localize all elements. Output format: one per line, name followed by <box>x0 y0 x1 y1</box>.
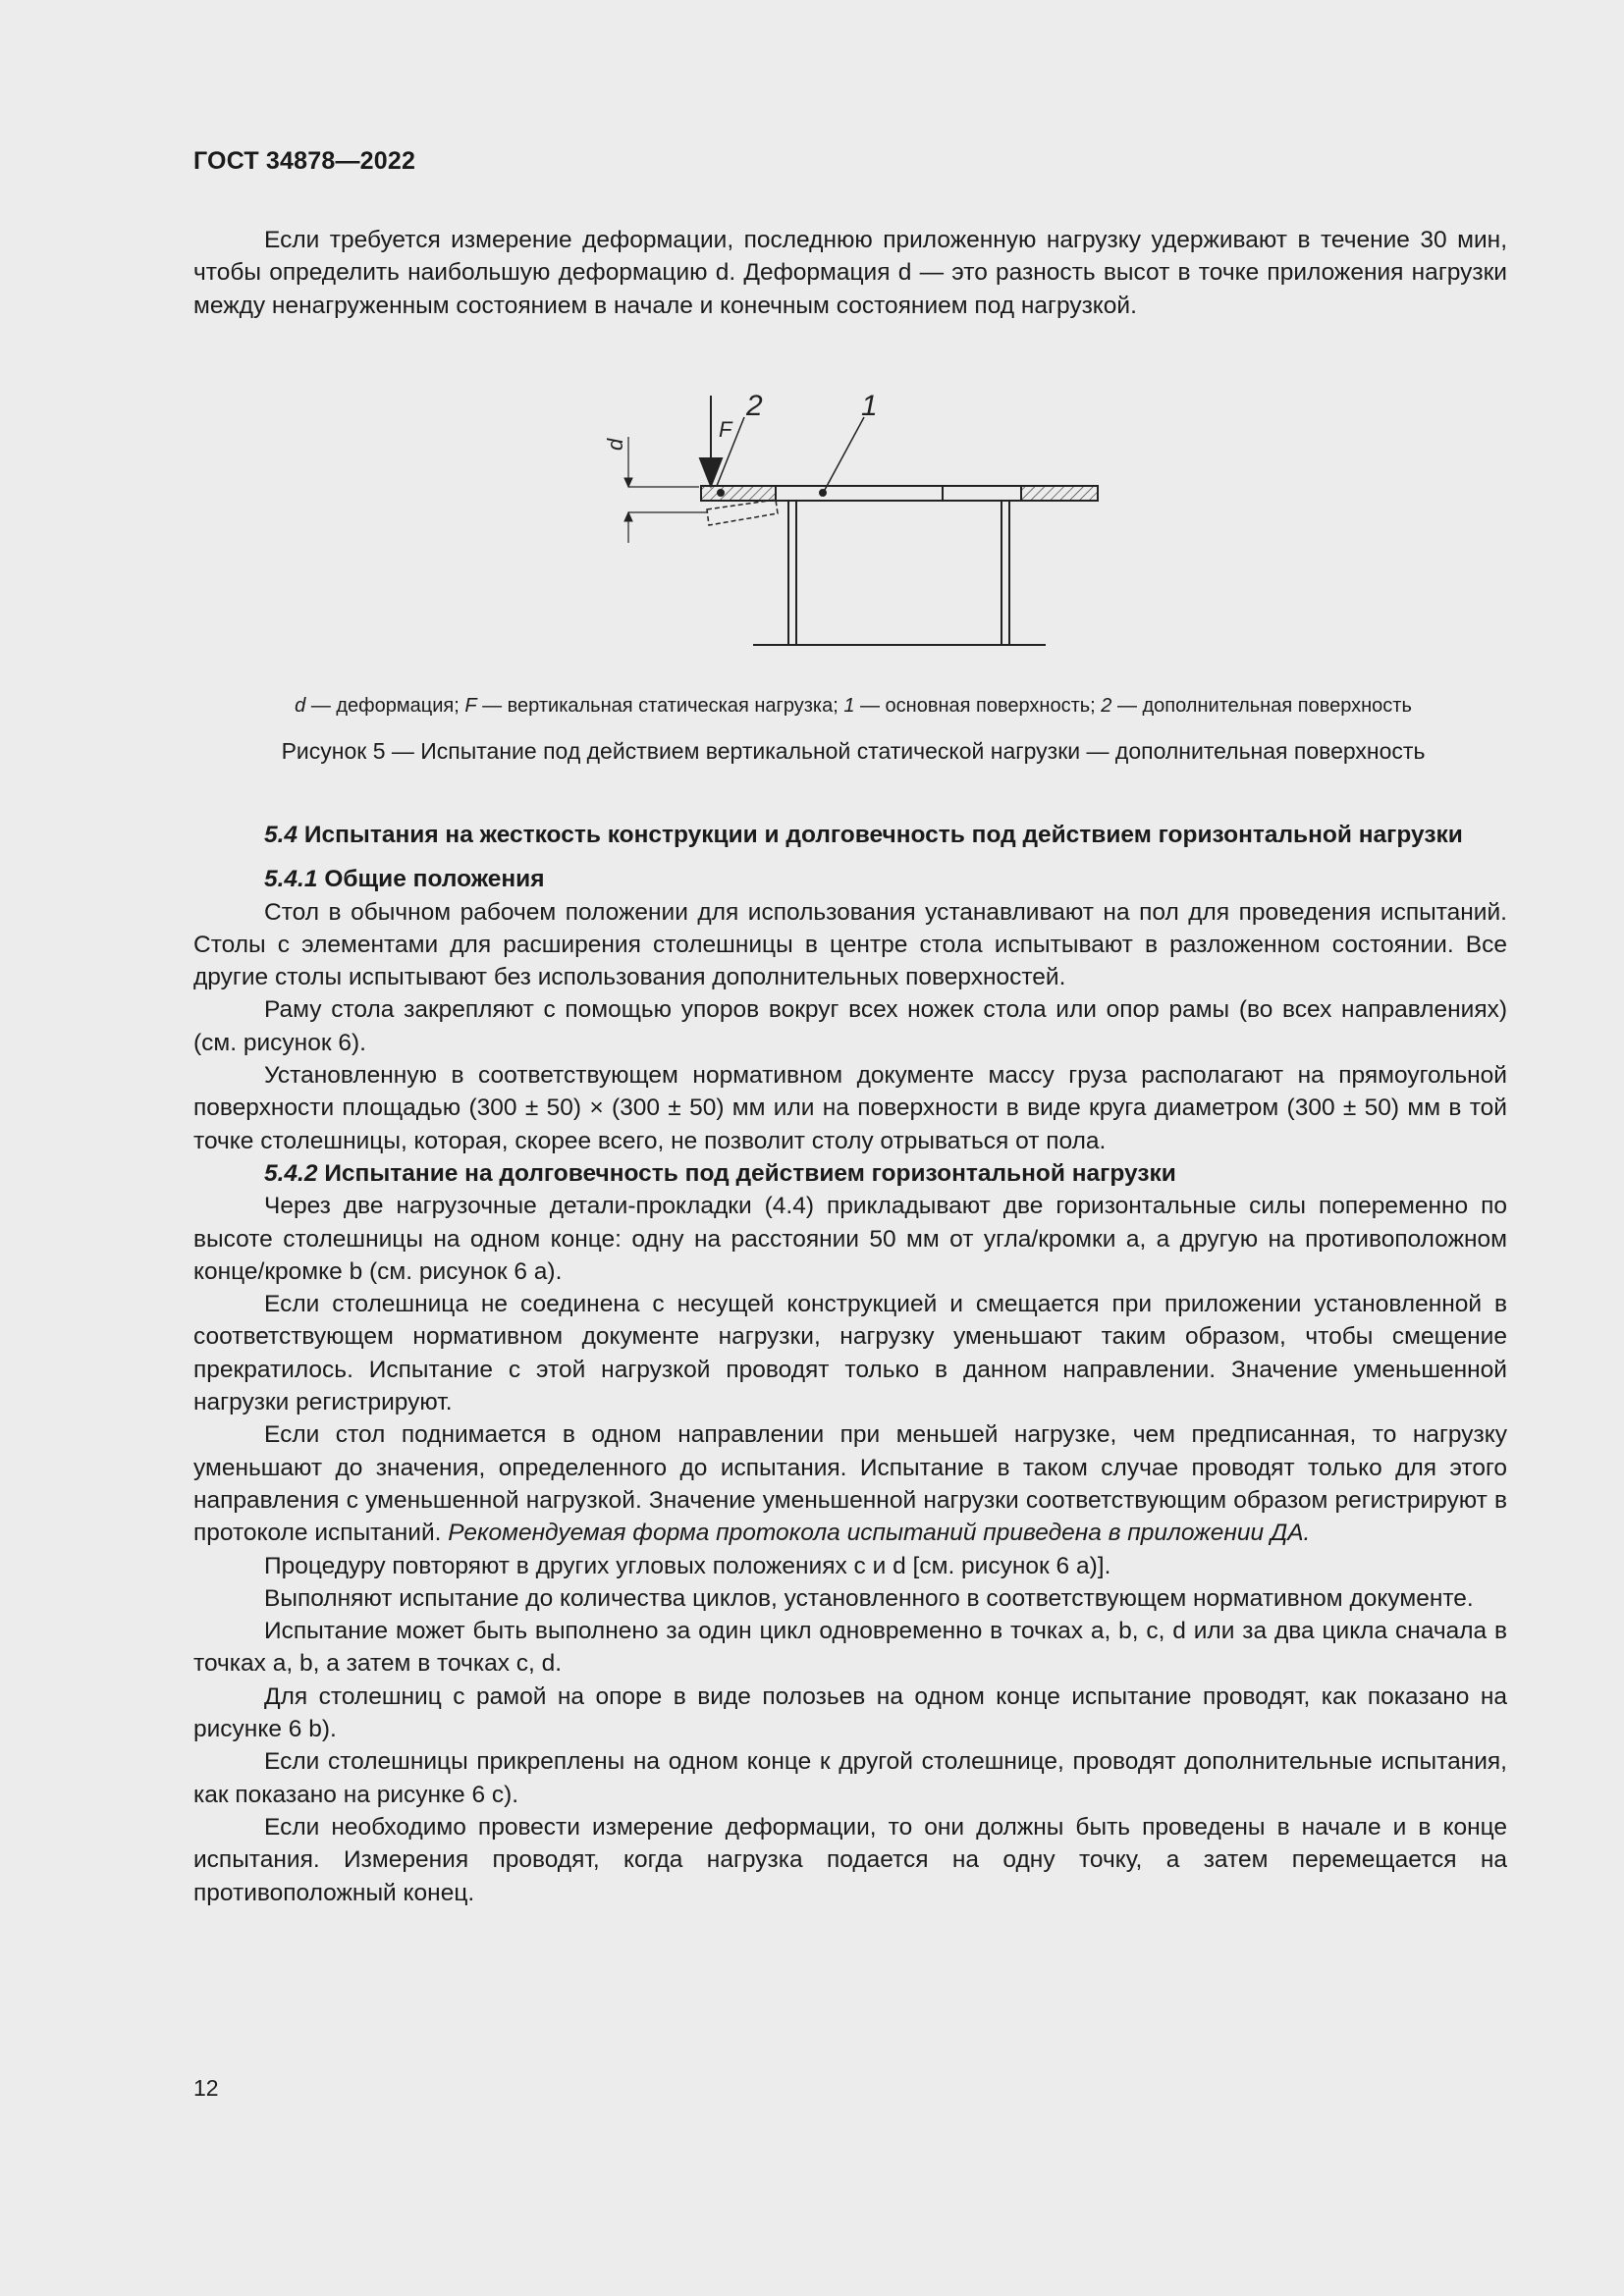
figure-5-diagram <box>569 388 1119 663</box>
main-surface <box>776 486 943 501</box>
label-1: 1 <box>861 390 878 422</box>
paragraph: Если столешницы прикреплены на одном конце к другой столешнице, проводят дополнительные испытания, как показано на рисунке 6 c). <box>193 1748 1507 1808</box>
paragraph: Через две нагрузочные детали-прокладки (4.4) прикладывают две горизонтальные силы попеременно по высоте столешницы на одном конце: одну на расстоянии 50 мм от угла/кромки a, а другую на противоположном конце/кромке b (см. рисунок 6 а). <box>193 1193 1507 1285</box>
subsection-5-4-1-heading: 5.4.1 Общие положения <box>264 866 545 893</box>
intro-text <box>193 224 1507 322</box>
section-5-4 <box>193 819 1507 1909</box>
paragraph: Раму стола закрепляют с помощью упоров вокруг всех ножек стола или опор рамы (во всех направлениях) (см. рисунок 6). <box>193 996 1507 1056</box>
paragraph: Если необходимо провести измерение деформации, то они должны быть проведены в начале и в конце испытания. Измерения проводят, когда нагрузка подается на одну точку, а затем перемещается на противоположный конец. <box>193 1813 1507 1906</box>
paragraph: Если столешница не соединена с несущей конструкцией и смещается при приложении установленной в соответствующем нормативном документе нагрузки, нагрузку уменьшают таким образом, чтобы смещение прекратилось. Испытание с этой нагрузкой проводят только в данном направлении. Значение уменьшенной нагрузки регистрируют. <box>193 1291 1507 1416</box>
figure-caption: Рисунок 5 — Испытание под действием вертикальной статической нагрузки — дополнительная поверхность <box>281 738 1426 764</box>
additional-surface-right <box>1021 486 1098 501</box>
intro-paragraph: Если требуется измерение деформации, последнюю приложенную нагрузку удерживают в течение 30 мин, чтобы определить наибольшую деформацию d. Деформация d — это разность высот в точке приложения нагрузки между ненагруженным состоянием в начале и конечным состоянием под нагрузкой. <box>193 227 1507 319</box>
paragraph: Выполняют испытание до количества циклов, установленного в соответствующем нормативном документе. <box>264 1584 1474 1612</box>
paragraph: Испытание может быть выполнено за один цикл одновременно в точках a, b, c, d или за два цикла сначала в точках a, b, а затем в точках c, d. <box>193 1618 1507 1678</box>
paragraph: Для столешниц с рамой на опоре в виде полозьев на одном конце испытание проводят, как показано на рисунке 6 b). <box>193 1682 1507 1743</box>
section-title: Испытания на жесткость конструкции и долговечность под действием горизонтальной нагрузки <box>303 822 1463 848</box>
label-d: d <box>603 438 627 451</box>
deflected-surface <box>707 500 778 525</box>
paragraph: Установленную в соответствующем нормативном документе массу груза располагают на прямоугольной поверхности площадью (300 ± 50) × (300 ± 50) мм или на поверхности в виде круга диаметром (300 ± 50) мм в той точке столешницы, которая, скорее всего, не позволит столу отрываться от пола. <box>193 1062 1507 1154</box>
label-F: F <box>719 417 732 442</box>
paragraph: Процедуру повторяют в других угловых положениях c и d [см. рисунок 6 а)]. <box>264 1552 1111 1579</box>
figure-legend: d — деформация; F — вертикальная статическая нагрузка; 1 — основная поверхность; 2 — дополнительная поверхность <box>295 695 1412 717</box>
leader-1 <box>825 417 864 490</box>
page-number: 12 <box>193 2075 219 2101</box>
label-2: 2 <box>746 390 763 422</box>
section-heading <box>193 819 1507 851</box>
document-code-header: ГОСТ 34878—2022 <box>193 147 416 175</box>
paragraph: Стол в обычном рабочем положении для использования устанавливают на пол для проведения испытаний. Столы с элементами для расширения столешницы в центре стола испытывают в разложенном состоянии. Все другие столы испытывают без использования дополнительных поверхностей. <box>193 898 1507 991</box>
subsection-5-4-2-heading: 5.4.2 Испытание на долговечность под действием горизонтальной нагрузки <box>264 1159 1176 1187</box>
paragraph: Если стол поднимается в одном направлении при меньшей нагрузке, чем предписанная, то нагрузку уменьшают до значения, определенного до испытания. Испытание в таком случае проводят только для этого направления с уменьшенной нагрузкой. Значение уменьшенной нагрузки соответствующим образом регистрируют в протоколе испытаний. Рекомендуемая форма протокола испытаний приведена в приложении ДА. <box>193 1421 1507 1547</box>
additional-surface-left <box>701 486 776 501</box>
table-drawing <box>624 396 1098 645</box>
section-number: 5.4 <box>264 822 298 848</box>
